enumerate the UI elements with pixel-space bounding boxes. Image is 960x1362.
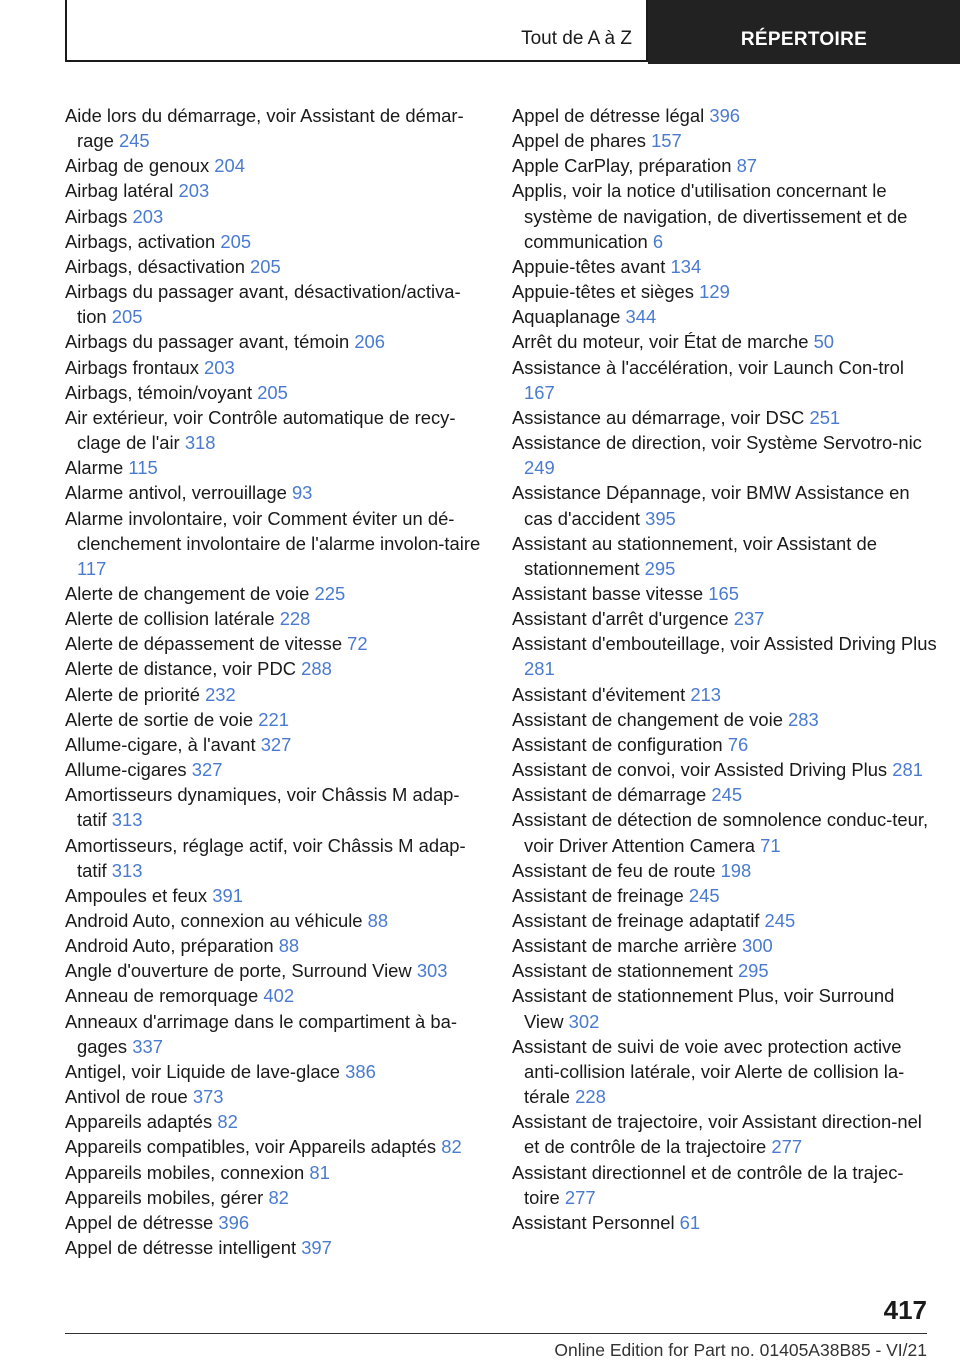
index-entry <box>512 531 937 581</box>
index-entry <box>512 682 937 707</box>
page-reference-link[interactable]: 313 <box>111 859 143 881</box>
index-entry <box>65 329 485 354</box>
index-entry-term: Airbags frontaux <box>65 356 199 378</box>
index-entry <box>512 103 937 128</box>
footer-edition-text: Online Edition for Part no. 01405A38B85 - VI/21 <box>554 1340 927 1360</box>
page-reference-link[interactable]: 206 <box>354 331 386 353</box>
page-number: 417 <box>883 1295 927 1325</box>
index-entry <box>512 178 937 253</box>
page-reference-link[interactable]: 300 <box>742 935 773 957</box>
page-reference-link[interactable]: 167 <box>524 381 555 403</box>
index-entry-term: Alerte de sortie de voie <box>65 708 254 730</box>
index-entry <box>512 405 937 430</box>
index-entry <box>65 355 485 380</box>
index-entry-term: Appareils compatibles, voir Appareils adaptés <box>65 1136 437 1158</box>
index-entry-term: Amortisseurs dynamiques, voir Châssis M adap-tatif <box>65 784 460 831</box>
index-entry-term: Assistant de freinage adaptatif <box>512 910 760 931</box>
index-entry-term: Airbag de genoux <box>65 155 210 177</box>
page-reference-link[interactable]: 281 <box>524 658 555 680</box>
index-entry-term: Assistant de détection de somnolence conduc-teur, voir Driver Attention Camera <box>512 809 929 856</box>
index-entry <box>512 782 937 807</box>
page-reference-link[interactable]: 245 <box>118 130 150 152</box>
index-entry <box>65 1109 485 1134</box>
index-entry <box>512 128 937 153</box>
page-reference-link[interactable]: 295 <box>737 960 769 982</box>
index-entry-term: Assistance au démarrage, voir DSC <box>512 406 805 428</box>
index-entry-term: Allume-cigare, à l'avant <box>65 733 256 755</box>
page-reference-link[interactable]: 245 <box>688 884 720 906</box>
index-entry <box>512 329 937 354</box>
index-entry <box>512 355 937 405</box>
page-reference-link[interactable]: 402 <box>263 985 295 1007</box>
page-reference-link[interactable]: 93 <box>291 482 313 504</box>
index-entry <box>65 1059 485 1084</box>
index-entry <box>65 1210 485 1235</box>
index-entry <box>65 254 485 279</box>
index-entry-term: Airbags, activation <box>65 230 216 252</box>
index-entry <box>512 1109 937 1159</box>
index-entry-term: Assistant d'arrêt d'urgence <box>512 608 729 630</box>
page-reference-link[interactable]: 88 <box>278 935 300 957</box>
index-entry <box>65 480 485 505</box>
index-entry <box>512 606 937 631</box>
page-reference-link[interactable]: 277 <box>771 1136 803 1158</box>
page-reference-link[interactable]: 283 <box>788 708 819 730</box>
page-reference-link[interactable]: 87 <box>736 155 758 177</box>
page-reference-link[interactable]: 81 <box>309 1161 330 1183</box>
index-entry <box>512 883 937 908</box>
section-tab-label: Tout de A à Z <box>521 28 632 49</box>
index-entry-term: Airbag latéral <box>65 180 174 202</box>
index-entry-term: Anneau de remorquage <box>65 985 259 1007</box>
page-reference-link[interactable]: 303 <box>416 960 448 982</box>
index-entry-term: Android Auto, préparation <box>65 935 274 957</box>
index-entry-term: Alarme <box>65 457 124 479</box>
index-entry <box>65 380 485 405</box>
page-reference-link[interactable]: 249 <box>524 457 555 479</box>
index-entry-term: Alerte de priorité <box>65 683 200 705</box>
page-reference-link[interactable]: 396 <box>709 105 741 126</box>
page-reference-link[interactable]: 344 <box>625 306 657 328</box>
index-entry <box>65 581 485 606</box>
index-entry-term: Alerte de dépassement de vitesse <box>65 633 343 655</box>
index-entry-term: Assistant de convoi, voir Assisted Driving Plus <box>512 759 888 781</box>
index-entry <box>65 1084 485 1109</box>
index-entry <box>65 204 485 229</box>
page-reference-link[interactable]: 6 <box>652 230 664 252</box>
index-entry-term: Assistant basse vitesse <box>512 582 704 604</box>
index-entry <box>512 304 937 329</box>
index-entry-term: Assistant d'évitement <box>512 683 686 705</box>
index-entry <box>65 631 485 656</box>
page-reference-link[interactable]: 228 <box>279 608 311 630</box>
index-entry-term: Alarme involontaire, voir Comment éviter un dé-clenchement involontaire de l'alarme involon-taire <box>65 507 481 554</box>
index-entry <box>65 782 485 832</box>
index-entry-term: Applis, voir la notice d'utilisation concernant le système de navigation, de divertissement et de communication <box>512 180 908 252</box>
index-entry <box>65 933 485 958</box>
index-entry-term: Aquaplanage <box>512 306 621 328</box>
index-entry <box>512 153 937 178</box>
page-reference-link[interactable]: 198 <box>720 859 752 881</box>
index-entry <box>65 908 485 933</box>
page-reference-link[interactable]: 71 <box>760 834 781 856</box>
index-entry <box>65 153 485 178</box>
index-entry-term: Antigel, voir Liquide de lave-glace <box>65 1060 341 1082</box>
index-entry-term: Assistance Dépannage, voir BMW Assistance en cas d'accident <box>512 482 910 529</box>
index-entry-term: Alerte de distance, voir PDC <box>65 658 297 680</box>
index-entry-term: Assistant de freinage <box>512 884 684 906</box>
index-entry-term: Appareils mobiles, gérer <box>65 1186 264 1208</box>
page-reference-link[interactable]: 82 <box>268 1186 289 1208</box>
index-entry-term: Assistant de suivi de voie avec protection active anti-collision latérale, voir Alerte de collision la-térale <box>512 1035 905 1108</box>
section-tab-a-to-z[interactable] <box>65 0 648 62</box>
page-reference-link[interactable]: 205 <box>250 255 281 277</box>
index-entry-term: Assistant de stationnement Plus, voir Surround View <box>512 985 895 1032</box>
index-entry-term: Appel de détresse intelligent <box>65 1237 297 1259</box>
index-entry-term: Appuie-têtes avant <box>512 255 666 277</box>
index-entry <box>512 908 937 933</box>
index-entry-term: Apple CarPlay, préparation <box>512 155 732 177</box>
page-reference-link[interactable]: 61 <box>679 1211 701 1233</box>
index-entry-term: Assistance à l'accélération, voir Launch Con-trol <box>512 356 904 378</box>
index-entry-term: Air extérieur, voir Contrôle automatique de recy-clage de l'air <box>65 406 456 454</box>
index-entry-term: Android Auto, connexion au véhicule <box>65 910 363 931</box>
index-entry <box>512 983 937 1033</box>
page-reference-link[interactable]: 302 <box>568 1010 600 1032</box>
index-entry-term: Airbags du passager avant, désactivation/activa-tion <box>65 281 461 328</box>
index-entry-term: Arrêt du moteur, voir État de marche <box>512 331 809 353</box>
index-entry-term: Alerte de collision latérale <box>65 608 275 630</box>
index-entry <box>512 631 937 681</box>
index-entry <box>65 958 485 983</box>
page-reference-link[interactable]: 117 <box>77 557 107 579</box>
page-reference-link[interactable]: 205 <box>220 230 252 252</box>
index-entry <box>65 506 485 581</box>
page-reference-link[interactable]: 204 <box>214 155 245 177</box>
index-entry <box>65 606 485 631</box>
index-entry <box>65 1185 485 1210</box>
index-entry-term: Appuie-têtes et sièges <box>512 281 694 303</box>
index-entry-term: Appel de détresse <box>65 1211 214 1233</box>
index-entry <box>65 1160 485 1185</box>
page-reference-link[interactable]: 88 <box>367 910 389 931</box>
page-reference-link[interactable]: 396 <box>218 1211 250 1233</box>
index-entry <box>512 707 937 732</box>
page-reference-link[interactable]: 228 <box>575 1086 606 1108</box>
index-entry <box>512 1160 937 1210</box>
index-entry-term: Assistant d'embouteillage, voir Assisted Driving Plus <box>512 633 937 655</box>
index-entry <box>512 858 937 883</box>
index-entry <box>512 1034 937 1109</box>
page-reference-link[interactable]: 82 <box>217 1111 238 1133</box>
page-reference-link[interactable]: 397 <box>301 1237 332 1259</box>
index-entry <box>512 933 937 958</box>
page-reference-link[interactable]: 288 <box>301 658 332 680</box>
index-entry-term: Aide lors du démarrage, voir Assistant de démar-rage <box>65 105 464 152</box>
index-entry-term: Appel de détresse légal <box>512 105 705 126</box>
index-entry <box>65 103 485 153</box>
index-entry-term: Angle d'ouverture de porte, Surround View <box>65 960 412 982</box>
page-reference-link[interactable]: 205 <box>111 306 143 328</box>
page-reference-link[interactable]: 203 <box>204 356 235 378</box>
index-entry <box>512 480 937 530</box>
page-reference-link[interactable]: 237 <box>733 608 765 630</box>
page-reference-link[interactable]: 50 <box>813 331 835 353</box>
page-reference-link[interactable]: 386 <box>345 1060 376 1082</box>
index-entry <box>65 883 485 908</box>
page-reference-link[interactable]: 221 <box>258 708 289 730</box>
index-entry-term: Alerte de changement de voie <box>65 582 310 604</box>
index-entry <box>512 732 937 757</box>
section-tab-label: RÉPERTOIRE <box>740 29 868 50</box>
section-tab-repertoire[interactable] <box>648 0 960 64</box>
index-entry <box>65 405 485 455</box>
index-entry <box>65 983 485 1008</box>
index-entry <box>512 279 937 304</box>
index-entry <box>65 229 485 254</box>
page-reference-link[interactable]: 245 <box>764 910 796 931</box>
page-reference-link[interactable]: 203 <box>178 180 210 202</box>
index-entry-term: Amortisseurs, réglage actif, voir Châssis M adap-tatif <box>65 834 466 881</box>
index-column-right <box>512 103 937 1235</box>
index-entry-term: Airbags, désactivation <box>65 255 245 277</box>
index-entry-term: Assistant de trajectoire, voir Assistant direction-nel et de contrôle de la trajectoire <box>512 1111 922 1158</box>
index-entry-term: Assistant de démarrage <box>512 784 707 806</box>
page-header <box>65 0 960 64</box>
index-entry <box>512 757 937 782</box>
page-reference-link[interactable]: 72 <box>347 633 368 655</box>
index-entry-term: Assistant de changement de voie <box>512 708 783 730</box>
index-entry-term: Anneaux d'arrimage dans le compartiment à ba-gages <box>65 1010 457 1057</box>
index-entry <box>65 682 485 707</box>
page-reference-link[interactable]: 203 <box>132 205 164 227</box>
page-reference-link[interactable]: 295 <box>644 557 676 579</box>
index-entry-term: Assistant Personnel <box>512 1211 675 1233</box>
index-entry-term: Assistant directionnel et de contrôle de la trajec-toire <box>512 1161 904 1208</box>
page-reference-link[interactable]: 251 <box>809 406 841 428</box>
index-entry-term: Appel de phares <box>512 130 646 152</box>
page-reference-link[interactable]: 373 <box>192 1086 224 1108</box>
page-reference-link[interactable]: 213 <box>690 683 722 705</box>
page-reference-link[interactable]: 134 <box>670 255 702 277</box>
index-entry <box>512 958 937 983</box>
index-entry <box>65 1009 485 1059</box>
page-reference-link[interactable]: 395 <box>645 507 676 529</box>
index-entry-term: Appareils adaptés <box>65 1111 213 1133</box>
index-entry-term: Alarme antivol, verrouillage <box>65 482 287 504</box>
index-entry-term: Appareils mobiles, connexion <box>65 1161 305 1183</box>
index-entry <box>65 455 485 480</box>
index-entry-term: Airbags du passager avant, témoin <box>65 331 350 353</box>
index-entry <box>65 707 485 732</box>
page-reference-link[interactable]: 225 <box>314 582 346 604</box>
index-entry <box>65 178 485 203</box>
index-entry-term: Assistant au stationnement, voir Assistant de stationnement <box>512 532 877 579</box>
page-reference-link[interactable]: 337 <box>132 1035 163 1057</box>
page-reference-link[interactable]: 391 <box>212 884 243 906</box>
index-entry <box>65 732 485 757</box>
page-reference-link[interactable]: 129 <box>699 281 730 303</box>
index-entry-term: Ampoules et feux <box>65 884 208 906</box>
page-reference-link[interactable]: 76 <box>727 733 749 755</box>
page-reference-link[interactable]: 277 <box>564 1186 596 1208</box>
index-entry <box>65 279 485 329</box>
index-entry <box>65 1134 485 1159</box>
index-entry <box>512 581 937 606</box>
index-entry <box>512 254 937 279</box>
index-entry-term: Assistant de stationnement <box>512 960 733 982</box>
page-reference-link[interactable]: 313 <box>111 809 143 831</box>
index-column-left <box>65 103 485 1260</box>
page-reference-link[interactable]: 205 <box>257 381 288 403</box>
page-reference-link[interactable]: 232 <box>205 683 236 705</box>
index-entry <box>512 1210 937 1235</box>
index-entry-term: Allume-cigares <box>65 759 187 781</box>
page-reference-link[interactable]: 157 <box>651 130 682 152</box>
page-reference-link[interactable]: 115 <box>128 457 158 479</box>
page-reference-link[interactable]: 281 <box>892 759 923 781</box>
page-reference-link[interactable]: 82 <box>441 1136 462 1158</box>
page-reference-link[interactable]: 318 <box>184 432 216 454</box>
index-entry <box>65 833 485 883</box>
index-entry <box>512 807 937 857</box>
index-entry-term: Assistant de feu de route <box>512 859 716 881</box>
page-reference-link[interactable]: 327 <box>191 759 223 781</box>
index-entry <box>512 430 937 480</box>
page-reference-link[interactable]: 165 <box>708 582 739 604</box>
index-entry-term: Assistance de direction, voir Système Servotro-nic <box>512 432 922 454</box>
index-entry-term: Assistant de marche arrière <box>512 935 737 957</box>
page-reference-link[interactable]: 245 <box>711 784 743 806</box>
footer-divider <box>65 1333 927 1334</box>
index-entry-term: Antivol de roue <box>65 1086 188 1108</box>
index-entry <box>65 1235 485 1260</box>
index-entry-term: Assistant de configuration <box>512 733 723 755</box>
index-entry <box>65 757 485 782</box>
index-entry-term: Airbags, témoin/voyant <box>65 381 253 403</box>
index-entry-term: Airbags <box>65 205 128 227</box>
page-reference-link[interactable]: 327 <box>260 733 292 755</box>
index-entry <box>65 656 485 681</box>
